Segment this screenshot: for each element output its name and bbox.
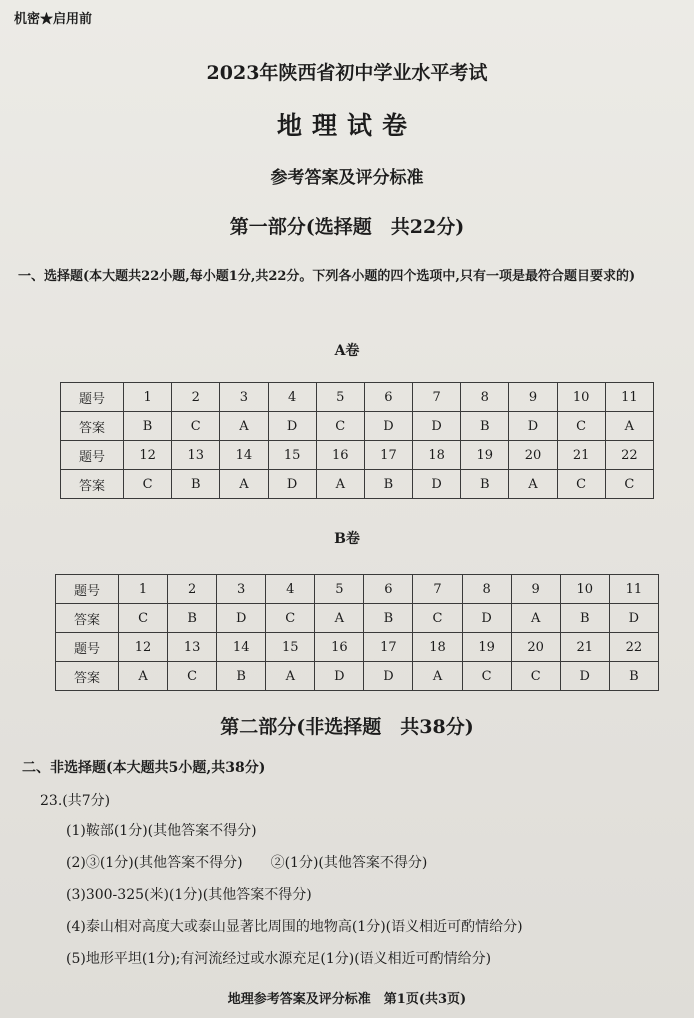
table-row-number-row — [56, 633, 659, 662]
table-cell: B — [364, 470, 412, 499]
table-cell: D — [268, 470, 316, 499]
table-cell: 11 — [605, 383, 653, 412]
table-cell: 9 — [511, 575, 560, 604]
table-cell: A — [315, 604, 364, 633]
table-cell: 13 — [172, 441, 220, 470]
table-cell: D — [609, 604, 658, 633]
table-cell: 7 — [413, 575, 462, 604]
table-row-answer-row — [56, 662, 659, 691]
table-row-number-row — [56, 575, 659, 604]
table-cell: 1 — [124, 383, 172, 412]
table-cell: 14 — [220, 441, 268, 470]
table-cell: 13 — [168, 633, 217, 662]
row-header-cell: 题号 — [61, 383, 124, 412]
q23-answer-1: (1)鞍部(1分)(其他答案不得分) — [66, 823, 257, 839]
table-cell: 12 — [119, 633, 168, 662]
table-cell: C — [462, 662, 511, 691]
table-cell: B — [609, 662, 658, 691]
table-cell: A — [220, 412, 268, 441]
table-cell: A — [316, 470, 364, 499]
row-header-cell: 答案 — [61, 412, 124, 441]
table-cell: A — [413, 662, 462, 691]
table-cell: D — [413, 470, 461, 499]
table-cell: D — [315, 662, 364, 691]
table-cell: C — [124, 470, 172, 499]
table-cell: D — [364, 412, 412, 441]
table-row-answer-row — [61, 412, 654, 441]
question-23-heading: 23.(共7分) — [40, 793, 111, 809]
table-cell: B — [560, 604, 609, 633]
table-cell: 16 — [316, 441, 364, 470]
table-cell: 11 — [609, 575, 658, 604]
table-cell: 4 — [268, 383, 316, 412]
table-cell: B — [172, 470, 220, 499]
row-header-cell: 答案 — [56, 604, 119, 633]
table-cell: A — [220, 470, 268, 499]
table-cell: A — [605, 412, 653, 441]
table-cell: C — [511, 662, 560, 691]
table-cell: 10 — [560, 575, 609, 604]
row-header-cell: 答案 — [61, 470, 124, 499]
row-header-cell: 题号 — [61, 441, 124, 470]
table-cell: B — [217, 662, 266, 691]
table-cell: 8 — [461, 383, 509, 412]
part1-instruction: 一、选择题(本大题共22小题,每小题1分,共22分。下列各小题的四个选项中,只有一项是最符合题目要求的) — [18, 269, 636, 284]
row-header-cell: 题号 — [56, 633, 119, 662]
table-row-answer-row — [56, 604, 659, 633]
table-cell: D — [462, 604, 511, 633]
part1-title: 第一部分(选择题 共22分) — [229, 216, 465, 238]
table-row-number-row — [61, 383, 654, 412]
table-cell: 16 — [315, 633, 364, 662]
table-cell: C — [557, 470, 605, 499]
table-cell: 20 — [511, 633, 560, 662]
table-cell: 7 — [413, 383, 461, 412]
table-cell: 18 — [413, 633, 462, 662]
table-cell: 9 — [509, 383, 557, 412]
table-cell: 2 — [168, 575, 217, 604]
table-cell: 6 — [364, 383, 412, 412]
table-cell: A — [511, 604, 560, 633]
subject-title: 地理试卷 — [276, 111, 417, 140]
table-cell: 20 — [509, 441, 557, 470]
table-cell: 15 — [268, 441, 316, 470]
answer-table-b — [55, 574, 659, 691]
table-cell: 14 — [217, 633, 266, 662]
table-cell: 18 — [413, 441, 461, 470]
table-cell: 6 — [364, 575, 413, 604]
q23-answer-3: (3)300-325(米)(1分)(其他答案不得分) — [66, 887, 312, 903]
table-cell: B — [461, 470, 509, 499]
table-cell: B — [168, 604, 217, 633]
table-cell: 22 — [609, 633, 658, 662]
table-cell: C — [119, 604, 168, 633]
table-cell: C — [557, 412, 605, 441]
exam-title: 2023年陕西省初中学业水平考试 — [206, 62, 488, 84]
table-cell: 5 — [316, 383, 364, 412]
q23-answer-5: (5)地形平坦(1分);有河流经过或水源充足(1分)(语义相近可酌情给分) — [66, 951, 492, 967]
row-header-cell: 答案 — [56, 662, 119, 691]
q23-answer-2: (2)③(1分)(其他答案不得分) ②(1分)(其他答案不得分) — [66, 855, 428, 871]
table-cell: D — [364, 662, 413, 691]
table-cell: A — [266, 662, 315, 691]
table-cell: D — [413, 412, 461, 441]
table-cell: A — [119, 662, 168, 691]
row-header-cell: 题号 — [56, 575, 119, 604]
table-cell: C — [172, 412, 220, 441]
table-cell: 1 — [119, 575, 168, 604]
table-cell: 5 — [315, 575, 364, 604]
table-cell: 19 — [462, 633, 511, 662]
paper-b-label: B卷 — [334, 531, 360, 547]
table-row-number-row — [61, 441, 654, 470]
table-cell: 21 — [560, 633, 609, 662]
table-cell: C — [413, 604, 462, 633]
paper-a-label: A卷 — [334, 343, 360, 359]
confidential-mark: 机密★启用前 — [14, 12, 93, 27]
table-cell: 17 — [364, 441, 412, 470]
table-cell: 21 — [557, 441, 605, 470]
table-cell: 12 — [124, 441, 172, 470]
table-cell: D — [217, 604, 266, 633]
table-cell: B — [364, 604, 413, 633]
table-cell: C — [266, 604, 315, 633]
table-cell: D — [560, 662, 609, 691]
table-cell: C — [605, 470, 653, 499]
answer-table-a — [60, 382, 654, 499]
part2-section-heading: 二、非选择题(本大题共5小题,共38分) — [22, 760, 266, 776]
page-footer: 地理参考答案及评分标准 第1页(共3页) — [227, 992, 467, 1007]
table-cell: 22 — [605, 441, 653, 470]
table-cell: A — [509, 470, 557, 499]
table-cell: C — [316, 412, 364, 441]
table-cell: 8 — [462, 575, 511, 604]
table-row-answer-row — [61, 470, 654, 499]
table-cell: 3 — [220, 383, 268, 412]
table-cell: 10 — [557, 383, 605, 412]
table-cell: C — [168, 662, 217, 691]
table-cell: D — [509, 412, 557, 441]
table-cell: 2 — [172, 383, 220, 412]
table-cell: B — [124, 412, 172, 441]
q23-answer-4: (4)泰山相对高度大或泰山显著比周围的地物高(1分)(语义相近可酌情给分) — [66, 919, 523, 935]
table-cell: 3 — [217, 575, 266, 604]
answer-key-subtitle: 参考答案及评分标准 — [270, 168, 424, 188]
table-cell: 17 — [364, 633, 413, 662]
part2-title: 第二部分(非选择题 共38分) — [220, 716, 474, 738]
table-cell: 15 — [266, 633, 315, 662]
table-cell: 19 — [461, 441, 509, 470]
table-cell: 4 — [266, 575, 315, 604]
table-cell: B — [461, 412, 509, 441]
table-cell: D — [268, 412, 316, 441]
